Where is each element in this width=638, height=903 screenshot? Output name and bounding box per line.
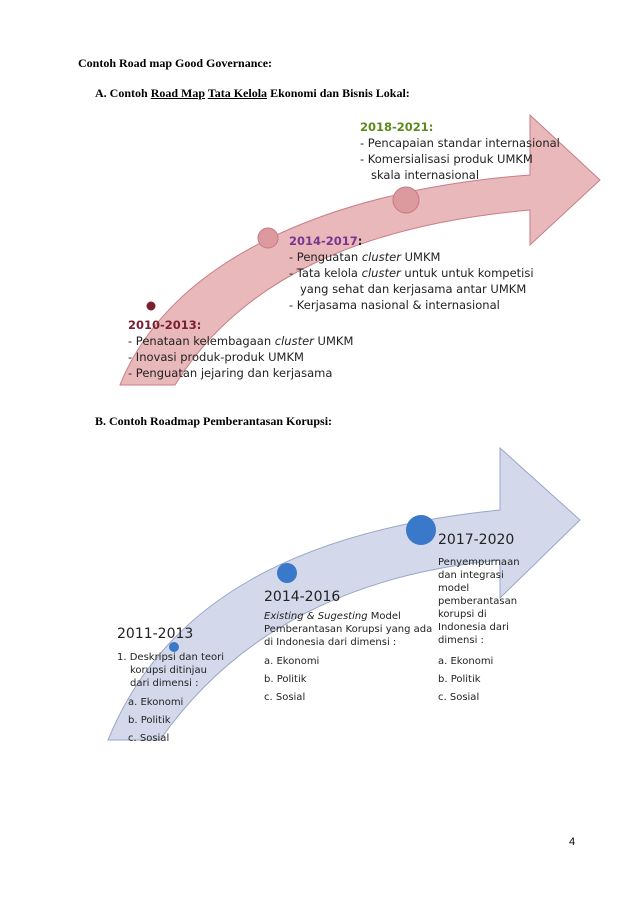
- roadmap-b-item: c. Sosial: [264, 692, 306, 703]
- roadmap-a-line-part: - Penguatan: [289, 250, 362, 264]
- roadmap-b-dot-2: [277, 563, 297, 583]
- roadmap-a-line: - Pencapaian standar internasional: [360, 136, 560, 150]
- roadmap-b-intro: korupsi di: [438, 609, 487, 620]
- roadmap-a-line: [289, 250, 440, 264]
- roadmap-b-item: a. Ekonomi: [264, 656, 320, 667]
- roadmap-a-dot-1: [147, 302, 156, 311]
- roadmap-b-intro: Indonesia dari: [438, 622, 509, 633]
- roadmap-a-line: [289, 266, 534, 280]
- roadmap-a-line-part: untuk untuk kompetisi: [400, 266, 534, 280]
- roadmap-a-year-2: [289, 234, 362, 248]
- roadmap-b-intro: dari dimensi :: [130, 678, 199, 689]
- roadmap-b-intro: Penyempurnaan: [438, 557, 520, 568]
- roadmap-a-line: [128, 334, 353, 348]
- roadmap-a-line-italic: cluster: [361, 266, 401, 280]
- roadmap-a-line-part: - Tata kelola: [289, 266, 362, 280]
- roadmap-b-intro: model: [438, 583, 470, 594]
- roadmap-a-dot-2: [258, 228, 278, 248]
- roadmap-a-year-3: 2018-2021:: [360, 120, 434, 134]
- roadmap-b-year-3: 2017-2020: [438, 532, 515, 548]
- roadmap-a-line: - Komersialisasi produk UMKM: [360, 152, 533, 166]
- roadmap-b-dot-1: [169, 642, 179, 652]
- roadmap-b-item: c. Sosial: [438, 692, 480, 703]
- roadmap-a-line: - Kerjasama nasional & internasional: [289, 298, 500, 312]
- roadmap-a-line: - Inovasi produk-produk UMKM: [128, 350, 304, 364]
- roadmap-b-intro: pemberantasan: [438, 596, 518, 607]
- roadmap-b-item: b. Politik: [438, 674, 481, 685]
- page-number: 4: [569, 836, 576, 848]
- roadmap-a-line-part: UMKM: [400, 250, 441, 264]
- section-a-prefix: A. Contoh: [95, 86, 151, 100]
- roadmap-a-year-1: 2010-2013:: [128, 318, 202, 332]
- roadmap-a-year-2-text: 2014-2017: [289, 234, 358, 248]
- roadmap-b-intro: [264, 611, 401, 622]
- roadmap-b-item: b. Politik: [128, 715, 171, 726]
- page-title: Contoh Road map Good Governance:: [78, 56, 273, 70]
- roadmap-a-line: - Penguatan jejaring dan kerjasama: [128, 366, 333, 380]
- roadmap-b-item: b. Politik: [264, 674, 307, 685]
- roadmap-a-year-2-colon: :: [357, 234, 363, 248]
- roadmap-a-line-part: UMKM: [313, 334, 354, 348]
- roadmap-b-intro-italic: Existing & Sugesting: [264, 611, 368, 622]
- roadmap-b-item: a. Ekonomi: [128, 697, 184, 708]
- section-a-underline-1: Road Map: [150, 86, 206, 100]
- section-a-suffix: Ekonomi dan Bisnis Lokal:: [267, 86, 410, 100]
- roadmap-b-intro: Pemberantasan Korupsi yang ada: [264, 624, 433, 635]
- roadmap-a-line: yang sehat dan kerjasama antar UMKM: [289, 282, 527, 296]
- roadmap-b-dot-3: [406, 515, 436, 545]
- roadmap-a-line-italic: cluster: [274, 334, 314, 348]
- roadmap-a-line: skala internasional: [360, 168, 480, 182]
- roadmap-b-year-2: 2014-2016: [264, 589, 341, 605]
- roadmap-b-intro: 1. Deskripsi dan teori: [117, 652, 225, 663]
- roadmap-b-intro: di Indonesia dari dimensi :: [264, 637, 397, 648]
- roadmap-a-dot-3: [393, 187, 419, 213]
- roadmap-b-intro: korupsi ditinjau: [130, 665, 207, 676]
- roadmap-b-item: c. Sosial: [128, 733, 170, 744]
- section-b-heading: B. Contoh Roadmap Pemberantasan Korupsi:: [95, 414, 333, 428]
- roadmap-b-item: a. Ekonomi: [438, 656, 494, 667]
- roadmap-b-intro: dan integrasi: [438, 570, 504, 581]
- section-a-underline-2: Tata Kelola: [207, 86, 268, 100]
- roadmap-b-intro: dimensi :: [438, 635, 484, 646]
- roadmap-b-intro-rest: Model: [367, 611, 401, 622]
- roadmap-a-line-part: - Penataan kelembagaan: [128, 334, 275, 348]
- roadmap-a-line-italic: cluster: [361, 250, 401, 264]
- roadmap-b-year-1: 2011-2013: [117, 626, 194, 642]
